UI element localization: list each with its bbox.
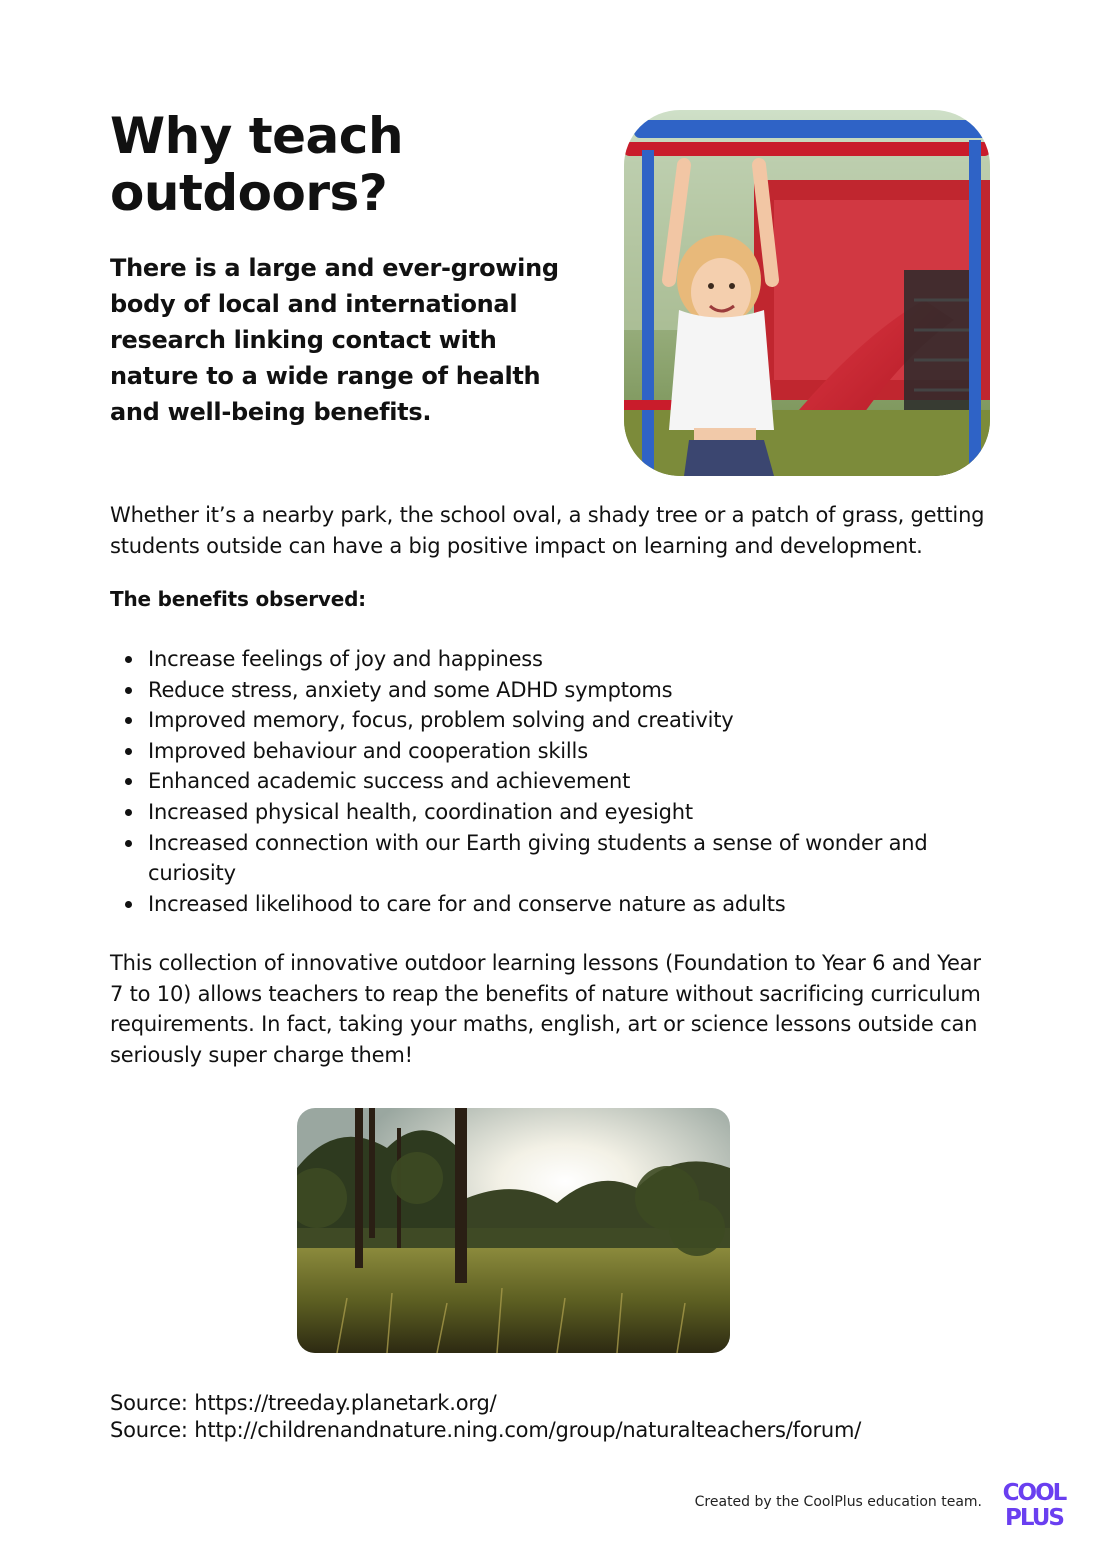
benefits-list bbox=[110, 644, 988, 919]
collection-paragraph: This collection of innovative outdoor learning lessons (Foundation to Year 6 and Year 7 to 10) allows teachers to reap the benefits of nature without sacrificing curriculum requirements. In fact, taking your maths, english, art or science lessons outside can seriously super charge them! bbox=[110, 951, 981, 1067]
playground-child-photo bbox=[624, 110, 990, 476]
intro-paragraph: Whether it’s a nearby park, the school oval, a shady tree or a patch of grass, getting students outside can have a big positive impact on learning and development. bbox=[110, 503, 985, 558]
page-title: Why teach outdoors? bbox=[110, 107, 404, 222]
logo-line-cool: COOL bbox=[1002, 1480, 1066, 1506]
list-item: Increased likelihood to care for and conserve nature as adults bbox=[148, 889, 988, 920]
credit-text: Created by the CoolPlus education team. bbox=[694, 1494, 982, 1510]
benefits-heading: The benefits observed: bbox=[110, 587, 366, 611]
lead-paragraph: There is a large and ever-growing body of local and international research linking contact with nature to a wide range of health and well-being benefits. bbox=[110, 254, 559, 426]
list-item: Improved behaviour and cooperation skills bbox=[148, 736, 988, 767]
source-link[interactable]: Source: http://childrenandnature.ning.com/group/naturalteachers/forum/ bbox=[110, 1418, 862, 1442]
logo-line-plus: PLUS bbox=[1005, 1505, 1063, 1528]
list-item: Increased connection with our Earth giving students a sense of wonder and curiosity bbox=[148, 828, 988, 889]
sources bbox=[110, 1390, 1010, 1444]
list-item: Enhanced academic success and achievement bbox=[148, 766, 988, 797]
source-link[interactable]: Source: https://treeday.planetark.org/ bbox=[110, 1391, 497, 1415]
forest-meadow-photo bbox=[297, 1108, 730, 1353]
list-item: Increase feelings of joy and happiness bbox=[148, 644, 988, 675]
list-item: Improved memory, focus, problem solving and creativity bbox=[148, 705, 988, 736]
list-item: Increased physical health, coordination and eyesight bbox=[148, 797, 988, 828]
list-item: Reduce stress, anxiety and some ADHD symptoms bbox=[148, 675, 988, 706]
coolplus-logo bbox=[994, 1478, 1074, 1528]
